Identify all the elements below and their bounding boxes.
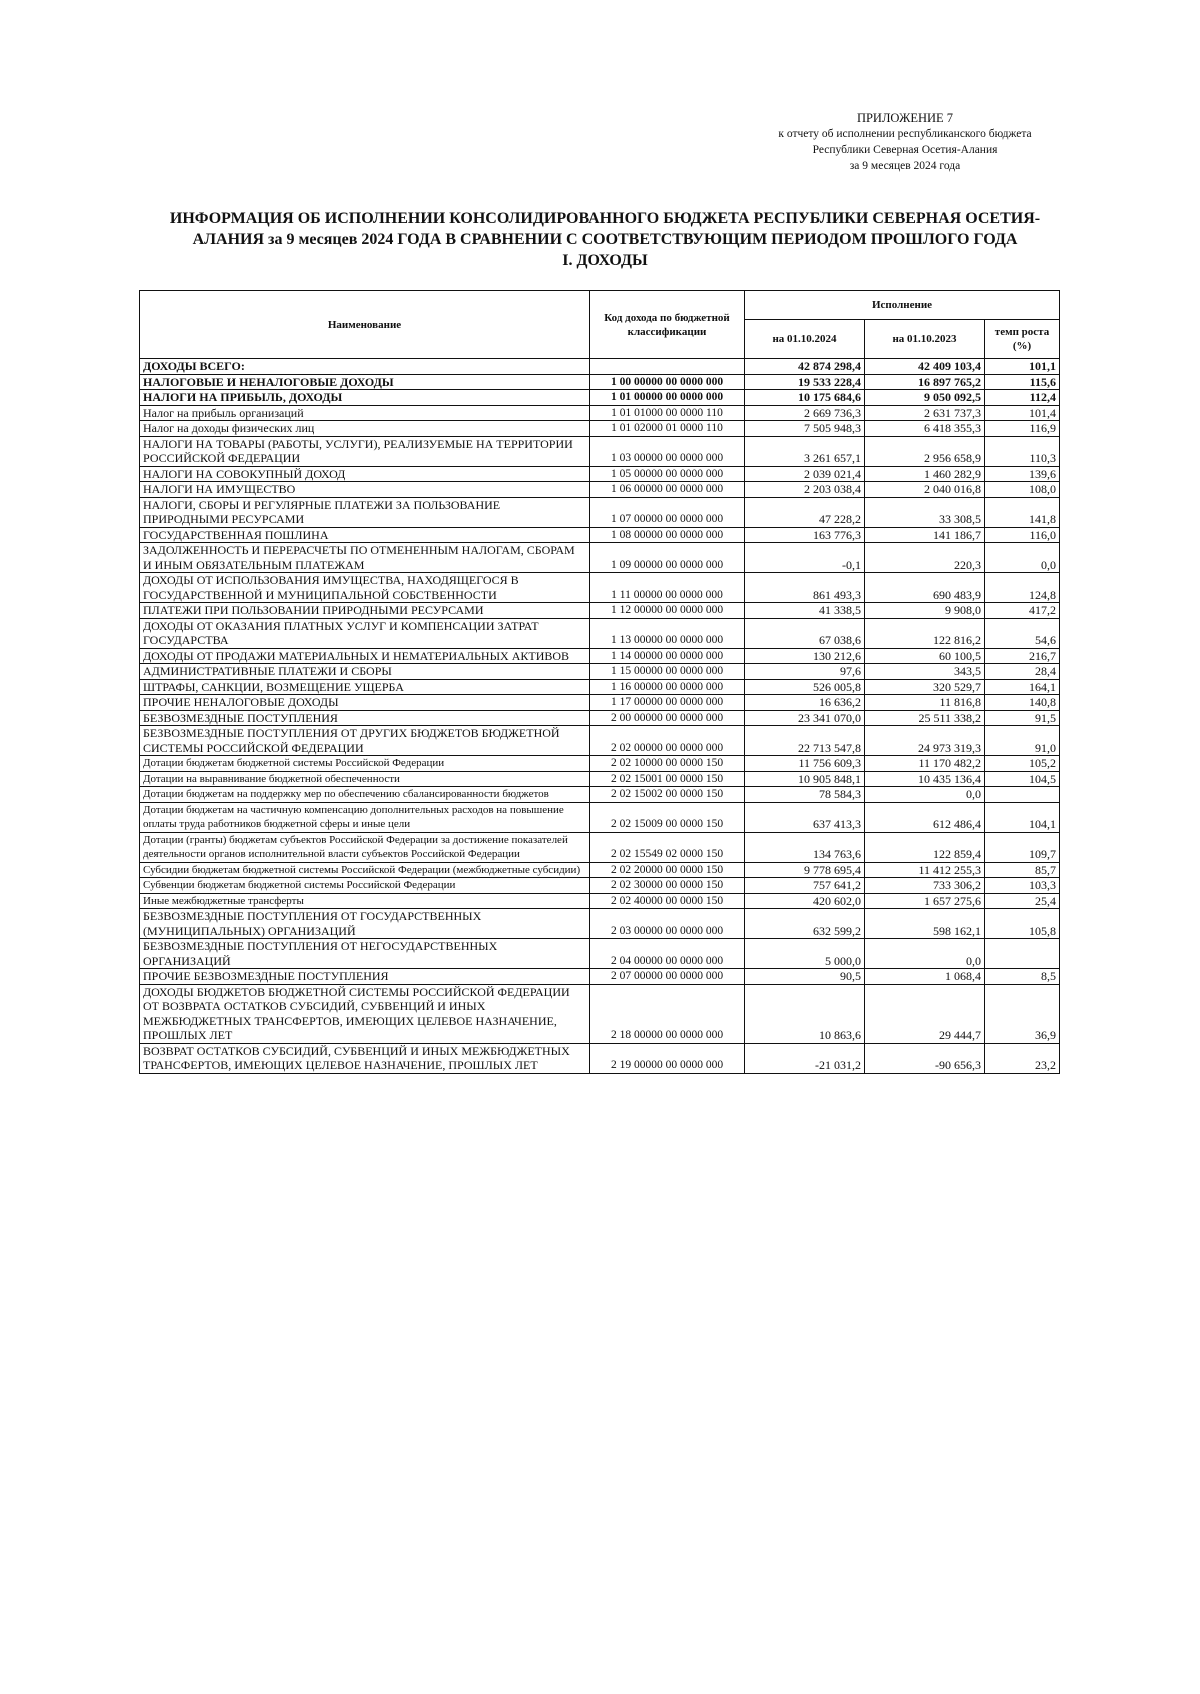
table-body: [140, 359, 1060, 1074]
table-row: [140, 710, 1060, 726]
table-row: [140, 969, 1060, 985]
row-growth-rate: 101,1: [985, 359, 1060, 375]
row-code: 1 09 00000 00 0000 000: [590, 543, 745, 573]
document-title: [130, 208, 1080, 271]
row-code: 2 19 00000 00 0000 000: [590, 1043, 745, 1073]
table-row: [140, 771, 1060, 787]
row-code: 2 18 00000 00 0000 000: [590, 984, 745, 1043]
row-value-2023: 122 859,4: [865, 832, 985, 862]
row-code: 2 02 15002 00 0000 150: [590, 787, 745, 803]
row-name: ГОСУДАРСТВЕННАЯ ПОШЛИНА: [140, 527, 590, 543]
row-growth-rate: 0,0: [985, 543, 1060, 573]
row-name: НАЛОГИ НА ИМУЩЕСТВО: [140, 482, 590, 498]
row-code: 1 08 00000 00 0000 000: [590, 527, 745, 543]
row-value-2023: 320 529,7: [865, 679, 985, 695]
row-value-2023: 122 816,2: [865, 618, 985, 648]
title-line-1: ИНФОРМАЦИЯ ОБ ИСПОЛНЕНИИ КОНСОЛИДИРОВАННОГО БЮДЖЕТА РЕСПУБЛИКИ СЕВЕРНАЯ ОСЕТИЯ-: [169, 210, 1041, 227]
row-name: НАЛОГИ, СБОРЫ И РЕГУЛЯРНЫЕ ПЛАТЕЖИ ЗА ПОЛЬЗОВАНИЕ ПРИРОДНЫМИ РЕСУРСАМИ: [140, 497, 590, 527]
row-value-2023: 60 100,5: [865, 648, 985, 664]
row-code: 2 02 15549 02 0000 150: [590, 832, 745, 862]
appendix-line-1: к отчету об исполнении республиканского бюджета: [778, 128, 1032, 140]
appendix-block: [740, 110, 1070, 174]
row-value-2023: 733 306,2: [865, 878, 985, 894]
row-growth-rate: 110,3: [985, 436, 1060, 466]
row-value-2023: 11 816,8: [865, 695, 985, 711]
row-name: Субсидии бюджетам бюджетной системы Российской Федерации (межбюджетные субсидии): [140, 862, 590, 878]
row-name: ШТРАФЫ, САНКЦИИ, ВОЗМЕЩЕНИЕ УЩЕРБА: [140, 679, 590, 695]
row-growth-rate: 36,9: [985, 984, 1060, 1043]
table-row: [140, 374, 1060, 390]
row-name: Дотации (гранты) бюджетам субъектов Российской Федерации за достижение показателей деятельности органов исполнительной власти субъектов Российской Федерации: [140, 832, 590, 862]
table-row: [140, 802, 1060, 832]
row-value-2023: 2 956 658,9: [865, 436, 985, 466]
row-name: БЕЗВОЗМЕЗДНЫЕ ПОСТУПЛЕНИЯ ОТ НЕГОСУДАРСТВЕННЫХ ОРГАНИЗАЦИЙ: [140, 939, 590, 969]
row-growth-rate: 141,8: [985, 497, 1060, 527]
row-value-2023: 11 170 482,2: [865, 756, 985, 772]
appendix-title: ПРИЛОЖЕНИЕ 7: [856, 111, 954, 125]
row-growth-rate: 101,4: [985, 405, 1060, 421]
row-name: Дотации бюджетам бюджетной системы Российской Федерации: [140, 756, 590, 772]
row-growth-rate: 104,5: [985, 771, 1060, 787]
section-title: I. ДОХОДЫ: [562, 252, 648, 269]
row-value-2024: 90,5: [745, 969, 865, 985]
row-name: ДОХОДЫ БЮДЖЕТОВ БЮДЖЕТНОЙ СИСТЕМЫ РОССИЙСКОЙ ФЕДЕРАЦИИ ОТ ВОЗВРАТА ОСТАТКОВ СУБСИДИЙ, СУБВЕНЦИЙ И ИНЫХ МЕЖБЮДЖЕТНЫХ ТРАНСФЕРТОВ, ИМЕЮЩИХ ЦЕЛЕВОЕ НАЗНАЧЕНИЕ, ПРОШЛЫХ ЛЕТ: [140, 984, 590, 1043]
row-value-2024: 134 763,6: [745, 832, 865, 862]
row-code: 2 00 00000 00 0000 000: [590, 710, 745, 726]
row-name: НАЛОГИ НА СОВОКУПНЫЙ ДОХОД: [140, 466, 590, 482]
table-row: [140, 359, 1060, 375]
row-code: 1 01 01000 00 0000 110: [590, 405, 745, 421]
table-row: [140, 695, 1060, 711]
table-row: [140, 832, 1060, 862]
row-name: Дотации на выравнивание бюджетной обеспеченности: [140, 771, 590, 787]
row-growth-rate: 105,2: [985, 756, 1060, 772]
header-code: Код дохода по бюджетной классификации: [590, 291, 745, 359]
table-row: [140, 664, 1060, 680]
row-code: 2 02 20000 00 0000 150: [590, 862, 745, 878]
table-row: [140, 405, 1060, 421]
row-value-2023: 1 068,4: [865, 969, 985, 985]
row-name: Субвенции бюджетам бюджетной системы Российской Федерации: [140, 878, 590, 894]
row-name: ПРОЧИЕ БЕЗВОЗМЕЗДНЫЕ ПОСТУПЛЕНИЯ: [140, 969, 590, 985]
row-value-2023: 0,0: [865, 787, 985, 803]
row-value-2024: 42 874 298,4: [745, 359, 865, 375]
row-name: ПЛАТЕЖИ ПРИ ПОЛЬЗОВАНИИ ПРИРОДНЫМИ РЕСУРСАМИ: [140, 603, 590, 619]
table-row: [140, 482, 1060, 498]
row-value-2024: 9 778 695,4: [745, 862, 865, 878]
row-value-2024: 5 000,0: [745, 939, 865, 969]
table-row: [140, 909, 1060, 939]
row-value-2023: 10 435 136,4: [865, 771, 985, 787]
row-growth-rate: 8,5: [985, 969, 1060, 985]
row-code: 2 02 40000 00 0000 150: [590, 893, 745, 909]
row-value-2024: 78 584,3: [745, 787, 865, 803]
row-value-2023: 2 631 737,3: [865, 405, 985, 421]
row-value-2024: 10 175 684,6: [745, 390, 865, 406]
row-code: 1 15 00000 00 0000 000: [590, 664, 745, 680]
row-value-2024: 2 039 021,4: [745, 466, 865, 482]
row-value-2023: 24 973 319,3: [865, 726, 985, 756]
table-row: [140, 390, 1060, 406]
table-row: [140, 603, 1060, 619]
table-row: [140, 436, 1060, 466]
row-value-2024: 67 038,6: [745, 618, 865, 648]
income-table: [139, 290, 1060, 1074]
row-growth-rate: 116,9: [985, 421, 1060, 437]
row-value-2023: 2 040 016,8: [865, 482, 985, 498]
row-code: 1 16 00000 00 0000 000: [590, 679, 745, 695]
row-code: 2 02 30000 00 0000 150: [590, 878, 745, 894]
row-value-2023: 343,5: [865, 664, 985, 680]
row-code: 1 01 02000 01 0000 110: [590, 421, 745, 437]
row-value-2024: 163 776,3: [745, 527, 865, 543]
row-value-2024: 22 713 547,8: [745, 726, 865, 756]
table-row: [140, 787, 1060, 803]
row-code: 2 02 15009 00 0000 150: [590, 802, 745, 832]
row-value-2024: 2 669 736,3: [745, 405, 865, 421]
row-code: 1 00 00000 00 0000 000: [590, 374, 745, 390]
row-value-2024: 23 341 070,0: [745, 710, 865, 726]
row-growth-rate: 139,6: [985, 466, 1060, 482]
header-name: Наименование: [140, 291, 590, 359]
row-growth-rate: 115,6: [985, 374, 1060, 390]
row-growth-rate: 108,0: [985, 482, 1060, 498]
row-value-2024: 637 413,3: [745, 802, 865, 832]
row-value-2024: 757 641,2: [745, 878, 865, 894]
row-name: Дотации бюджетам на частичную компенсацию дополнительных расходов на повышение оплаты труда работников бюджетной сферы и иные цели: [140, 802, 590, 832]
row-value-2024: 11 756 609,3: [745, 756, 865, 772]
row-value-2024: 10 905 848,1: [745, 771, 865, 787]
row-growth-rate: 109,7: [985, 832, 1060, 862]
row-value-2023: 29 444,7: [865, 984, 985, 1043]
title-line-2: АЛАНИЯ за 9 месяцев 2024 ГОДА В СРАВНЕНИИ С СООТВЕТСТВУЮЩИМ ПЕРИОДОМ ПРОШЛОГО ГОДА: [192, 231, 1018, 248]
row-value-2023: 141 186,7: [865, 527, 985, 543]
row-growth-rate: [985, 787, 1060, 803]
table-row: [140, 1043, 1060, 1073]
row-growth-rate: 104,1: [985, 802, 1060, 832]
row-value-2023: 42 409 103,4: [865, 359, 985, 375]
row-name: НАЛОГОВЫЕ И НЕНАЛОГОВЫЕ ДОХОДЫ: [140, 374, 590, 390]
row-name: ЗАДОЛЖЕННОСТЬ И ПЕРЕРАСЧЕТЫ ПО ОТМЕНЕННЫМ НАЛОГАМ, СБОРАМ И ИНЫМ ОБЯЗАТЕЛЬНЫМ ПЛАТЕЖАМ: [140, 543, 590, 573]
row-value-2024: 861 493,3: [745, 573, 865, 603]
row-growth-rate: 417,2: [985, 603, 1060, 619]
row-name: ДОХОДЫ ОТ ИСПОЛЬЗОВАНИЯ ИМУЩЕСТВА, НАХОДЯЩЕГОСЯ В ГОСУДАРСТВЕННОЙ И МУНИЦИПАЛЬНОЙ СОБСТВЕННОСТИ: [140, 573, 590, 603]
row-code: 1 01 00000 00 0000 000: [590, 390, 745, 406]
row-growth-rate: 164,1: [985, 679, 1060, 695]
row-growth-rate: [985, 939, 1060, 969]
header-date-2024: на 01.10.2024: [745, 320, 865, 359]
row-value-2023: 1 460 282,9: [865, 466, 985, 482]
table-row: [140, 939, 1060, 969]
table-row: [140, 543, 1060, 573]
row-name: БЕЗВОЗМЕЗДНЫЕ ПОСТУПЛЕНИЯ ОТ ДРУГИХ БЮДЖЕТОВ БЮДЖЕТНОЙ СИСТЕМЫ РОССИЙСКОЙ ФЕДЕРАЦИИ: [140, 726, 590, 756]
row-value-2023: 9 050 092,5: [865, 390, 985, 406]
row-name: НАЛОГИ НА ТОВАРЫ (РАБОТЫ, УСЛУГИ), РЕАЛИЗУЕМЫЕ НА ТЕРРИТОРИИ РОССИЙСКОЙ ФЕДЕРАЦИИ: [140, 436, 590, 466]
row-value-2024: 16 636,2: [745, 695, 865, 711]
row-value-2024: 526 005,8: [745, 679, 865, 695]
row-code: 1 11 00000 00 0000 000: [590, 573, 745, 603]
row-value-2024: 420 602,0: [745, 893, 865, 909]
row-name: БЕЗВОЗМЕЗДНЫЕ ПОСТУПЛЕНИЯ ОТ ГОСУДАРСТВЕННЫХ (МУНИЦИПАЛЬНЫХ) ОРГАНИЗАЦИЙ: [140, 909, 590, 939]
row-name: ДОХОДЫ ВСЕГО:: [140, 359, 590, 375]
table-row: [140, 573, 1060, 603]
row-value-2024: 7 505 948,3: [745, 421, 865, 437]
table-row: [140, 466, 1060, 482]
table-row: [140, 421, 1060, 437]
row-code: 1 03 00000 00 0000 000: [590, 436, 745, 466]
row-name: Иные межбюджетные трансферты: [140, 893, 590, 909]
row-value-2024: -0,1: [745, 543, 865, 573]
row-name: Налог на прибыль организаций: [140, 405, 590, 421]
appendix-line-3: за 9 месяцев 2024 года: [849, 160, 961, 172]
row-name: ДОХОДЫ ОТ ПРОДАЖИ МАТЕРИАЛЬНЫХ И НЕМАТЕРИАЛЬНЫХ АКТИВОВ: [140, 648, 590, 664]
row-code: 1 12 00000 00 0000 000: [590, 603, 745, 619]
row-growth-rate: 28,4: [985, 664, 1060, 680]
table-row: [140, 679, 1060, 695]
row-code: 1 07 00000 00 0000 000: [590, 497, 745, 527]
row-code: 1 17 00000 00 0000 000: [590, 695, 745, 711]
row-value-2023: -90 656,3: [865, 1043, 985, 1073]
row-value-2023: 612 486,4: [865, 802, 985, 832]
row-code: 1 13 00000 00 0000 000: [590, 618, 745, 648]
row-name: НАЛОГИ НА ПРИБЫЛЬ, ДОХОДЫ: [140, 390, 590, 406]
table-row: [140, 497, 1060, 527]
row-value-2023: 9 908,0: [865, 603, 985, 619]
row-growth-rate: 103,3: [985, 878, 1060, 894]
row-value-2023: 33 308,5: [865, 497, 985, 527]
row-value-2023: 6 418 355,3: [865, 421, 985, 437]
table-row: [140, 618, 1060, 648]
row-code: 2 07 00000 00 0000 000: [590, 969, 745, 985]
row-growth-rate: 116,0: [985, 527, 1060, 543]
row-value-2023: 16 897 765,2: [865, 374, 985, 390]
row-code: 2 03 00000 00 0000 000: [590, 909, 745, 939]
row-code: 2 04 00000 00 0000 000: [590, 939, 745, 969]
table-row: [140, 527, 1060, 543]
row-growth-rate: 140,8: [985, 695, 1060, 711]
row-value-2024: 97,6: [745, 664, 865, 680]
row-value-2024: 19 533 228,4: [745, 374, 865, 390]
row-value-2024: 3 261 657,1: [745, 436, 865, 466]
row-name: ВОЗВРАТ ОСТАТКОВ СУБСИДИЙ, СУБВЕНЦИЙ И ИНЫХ МЕЖБЮДЖЕТНЫХ ТРАНСФЕРТОВ, ИМЕЮЩИХ ЦЕЛЕВОЕ НАЗНАЧЕНИЕ, ПРОШЛЫХ ЛЕТ: [140, 1043, 590, 1073]
row-growth-rate: 25,4: [985, 893, 1060, 909]
table-row: [140, 984, 1060, 1043]
row-value-2023: 11 412 255,3: [865, 862, 985, 878]
row-value-2024: 10 863,6: [745, 984, 865, 1043]
table-row: [140, 726, 1060, 756]
row-growth-rate: 85,7: [985, 862, 1060, 878]
table-row: [140, 756, 1060, 772]
row-value-2023: 598 162,1: [865, 909, 985, 939]
row-name: ДОХОДЫ ОТ ОКАЗАНИЯ ПЛАТНЫХ УСЛУГ И КОМПЕНСАЦИИ ЗАТРАТ ГОСУДАРСТВА: [140, 618, 590, 648]
row-code: [590, 359, 745, 375]
row-code: 1 05 00000 00 0000 000: [590, 466, 745, 482]
row-growth-rate: 54,6: [985, 618, 1060, 648]
header-date-2023: на 01.10.2023: [865, 320, 985, 359]
row-name: ПРОЧИЕ НЕНАЛОГОВЫЕ ДОХОДЫ: [140, 695, 590, 711]
row-value-2023: 1 657 275,6: [865, 893, 985, 909]
appendix-line-2: Республики Северная Осетия-Алания: [812, 144, 998, 156]
table-row: [140, 893, 1060, 909]
row-code: 2 02 10000 00 0000 150: [590, 756, 745, 772]
row-code: 2 02 00000 00 0000 000: [590, 726, 745, 756]
table-row: [140, 862, 1060, 878]
row-growth-rate: 216,7: [985, 648, 1060, 664]
header-growth-rate: темп роста (%): [985, 320, 1060, 359]
row-value-2023: 220,3: [865, 543, 985, 573]
row-value-2024: 130 212,6: [745, 648, 865, 664]
row-value-2023: 0,0: [865, 939, 985, 969]
header-execution: Исполнение: [745, 291, 1060, 320]
row-code: 1 06 00000 00 0000 000: [590, 482, 745, 498]
row-growth-rate: 105,8: [985, 909, 1060, 939]
row-value-2024: 2 203 038,4: [745, 482, 865, 498]
row-value-2024: 47 228,2: [745, 497, 865, 527]
row-name: АДМИНИСТРАТИВНЫЕ ПЛАТЕЖИ И СБОРЫ: [140, 664, 590, 680]
row-growth-rate: 23,2: [985, 1043, 1060, 1073]
income-table-container: [139, 290, 1059, 1074]
row-growth-rate: 112,4: [985, 390, 1060, 406]
row-code: 2 02 15001 00 0000 150: [590, 771, 745, 787]
row-name: Дотации бюджетам на поддержку мер по обеспечению сбалансированности бюджетов: [140, 787, 590, 803]
row-name: Налог на доходы физических лиц: [140, 421, 590, 437]
row-value-2024: 632 599,2: [745, 909, 865, 939]
row-growth-rate: 124,8: [985, 573, 1060, 603]
row-code: 1 14 00000 00 0000 000: [590, 648, 745, 664]
table-row: [140, 878, 1060, 894]
row-value-2023: 25 511 338,2: [865, 710, 985, 726]
table-row: [140, 648, 1060, 664]
row-value-2024: 41 338,5: [745, 603, 865, 619]
row-value-2024: -21 031,2: [745, 1043, 865, 1073]
row-growth-rate: 91,0: [985, 726, 1060, 756]
row-name: БЕЗВОЗМЕЗДНЫЕ ПОСТУПЛЕНИЯ: [140, 710, 590, 726]
row-growth-rate: 91,5: [985, 710, 1060, 726]
row-value-2023: 690 483,9: [865, 573, 985, 603]
